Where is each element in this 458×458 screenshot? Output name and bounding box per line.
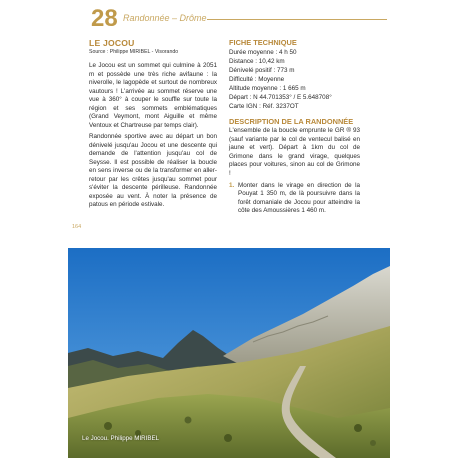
photo-caption: Le Jocou. Philippe MIRIBEL: [82, 435, 160, 442]
intro-column: [89, 38, 217, 213]
mountain-illustration: [68, 248, 390, 458]
step-number: 1.: [229, 181, 235, 189]
technical-heading: FICHE TECHNIQUE: [229, 38, 297, 47]
spec-start-coordinates: Départ : N 44.701353° / E 5.648708°: [229, 94, 332, 101]
description-heading: DESCRIPTION DE LA RANDONNÉE: [229, 117, 354, 126]
spec-ign-map: Carte IGN : Réf. 3237OT: [229, 103, 299, 110]
spec-difficulty: Difficulté : Moyenne: [229, 76, 285, 83]
spec-elevation-gain: Dénivelé positif : 773 m: [229, 67, 295, 74]
source-credit: Source : Philippe MIRIBEL - Visorando: [89, 49, 179, 55]
intro-paragraph: Le Jocou est un sommet qui culmine à 2051 m et possède une très riche avifaune : la niverolle, le lagopède et surtout de nombreux vautours ! L'arrivée au sommet réserve une vue à 360° à couper le souffle sur toute la région et ses sommets emblématiques (Grand Veymont, mont Aiguille et même Ventoux et Chartreuse par temps clair).: [89, 62, 217, 129]
spec-duration: Durée moyenne : 4 h 50: [229, 49, 297, 56]
intro-paragraph: Randonnée sportive avec au départ un bon dénivelé jusqu'au Jocou et une descente qui demande de l'attention jusqu'au col de Seysse. Il est possible de réaliser la boucle en sens inverse ou de la transformer en aller-retour par les crêtes jusqu'au sommet pour s'éviter la descente périlleuse. Randonnée exposée au vent. À noter la présence de patous en période estivale.: [89, 133, 217, 208]
walk-title: LE JOCOU: [89, 38, 135, 48]
description-paragraph: L'ensemble de la boucle emprunte le GR ® 93 (sauf variante par le col de ventecul balisé en jaune et vert). Départ à 1km du col de Grimone dans le grand virage, quelques places pour voitures, sinon au col de Grimone !: [229, 127, 360, 177]
header-rule: [207, 19, 387, 20]
page-number: 164: [72, 224, 82, 230]
step-item: [229, 182, 360, 216]
technical-list: [229, 48, 360, 111]
spec-distance: Distance : 10,42 km: [229, 58, 285, 65]
details-column: [229, 38, 360, 216]
section-label: Randonnée – Drôme: [123, 13, 207, 23]
step-text: Monter dans le virage en direction de la Pouyat 1 350 m, de là poursuivre dans la forêt domaniale de Jocou pour atteindre la côte des Amoussières 1 460 m.: [238, 181, 360, 215]
description-text: [229, 127, 360, 179]
intro-text: [89, 62, 217, 210]
spec-average-altitude: Altitude moyenne : 1 665 m: [229, 85, 306, 92]
landscape-photo: [68, 248, 390, 458]
chapter-number: 28: [91, 5, 118, 32]
